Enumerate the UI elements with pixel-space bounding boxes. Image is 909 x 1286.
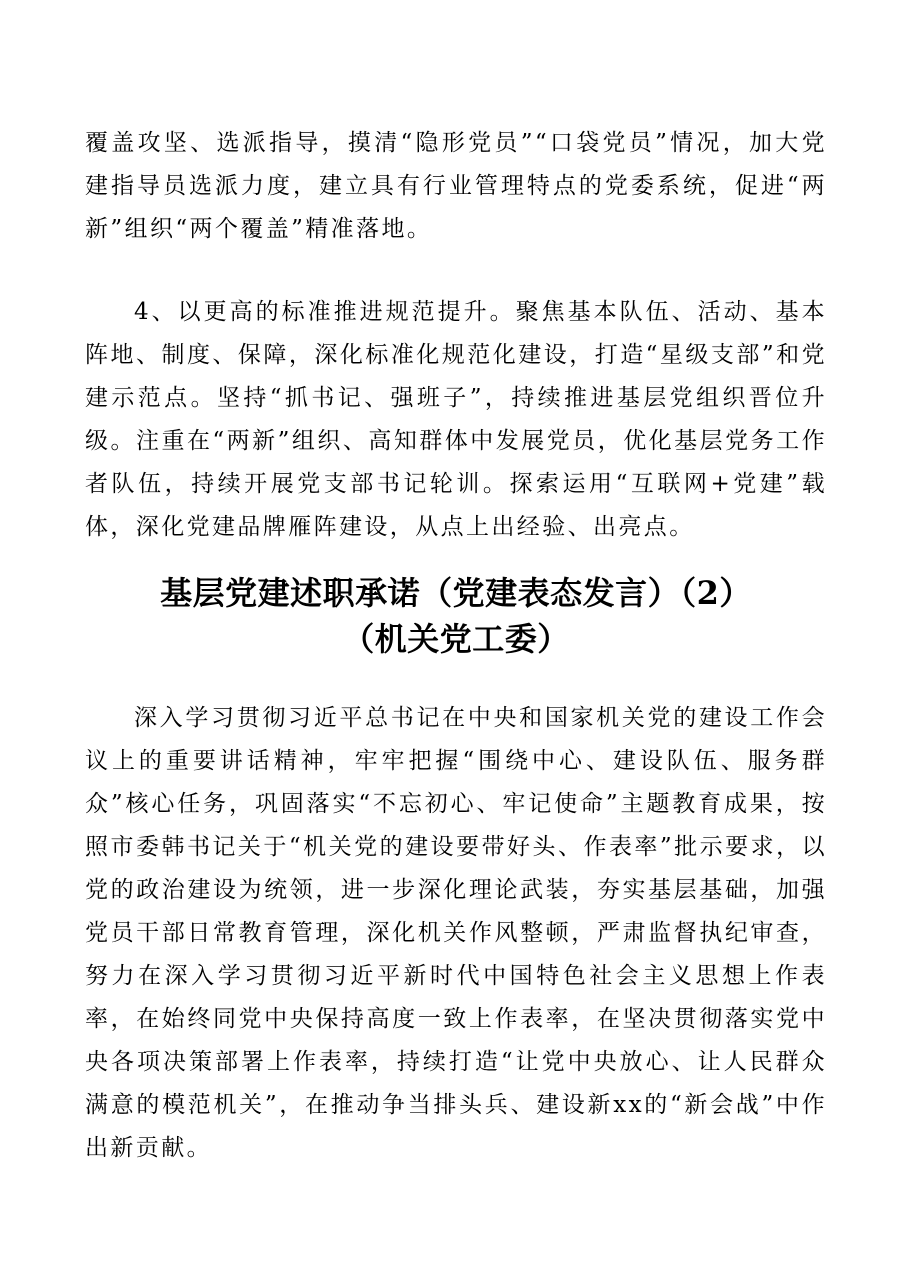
section-title: 基层党建述职承诺（党建表态发言）（2） bbox=[160, 574, 752, 612]
section-subtitle: （机关党工委） bbox=[342, 620, 570, 658]
paragraph-continuation: 覆盖攻坚、选派指导，摸清“隐形党员”“口袋党员”情况，加大党建指导员选派力度，建立具有行业管理特点的党委系统，促进“两新”组织“两个覆盖”精准落地。 bbox=[85, 130, 827, 242]
paragraph-item-4: 4、以更高的标准推进规范提升。聚焦基本队伍、活动、基本阵地、制度、保障，深化标准化规范化建设，打造“星级支部”和党建示范点。坚持“抓书记、强班子”，持续推进基层党组织晋位升级。注重在“两新”组织、高知群体中发展党员，优化基层党务工作者队伍，持续开展党支部书记轮训。探索运用“互联网+党建”载体，深化党建品牌雁阵建设，从点上出经验、出亮点。 bbox=[85, 299, 827, 540]
body-paragraph: 深入学习贯彻习近平总书记在中央和国家机关党的建设工作会议上的重要讲话精神，牢牢把握“围绕中心、建设队伍、服务群众”核心任务，巩固落实“不忘初心、牢记使命”主题教育成果，按照市委韩书记关于“机关党的建设要带好头、作表率”批示要求，以党的政治建设为统领，进一步深化理论武装，夯实基层基础，加强党员干部日常教育管理，深化机关作风整顿，严肃监督执纪审查，努力在深入学习贯彻习近平新时代中国特色社会主义思想上作表率，在始终同党中央保持高度一致上作表率，在坚决贯彻落实党中央各项决策部署上作表率，持续打造“让党中央放心、让人民群众满意的模范机关”，在推动争当排头兵、建设新xx的“新会战”中作出新贡献。 bbox=[85, 705, 827, 1161]
